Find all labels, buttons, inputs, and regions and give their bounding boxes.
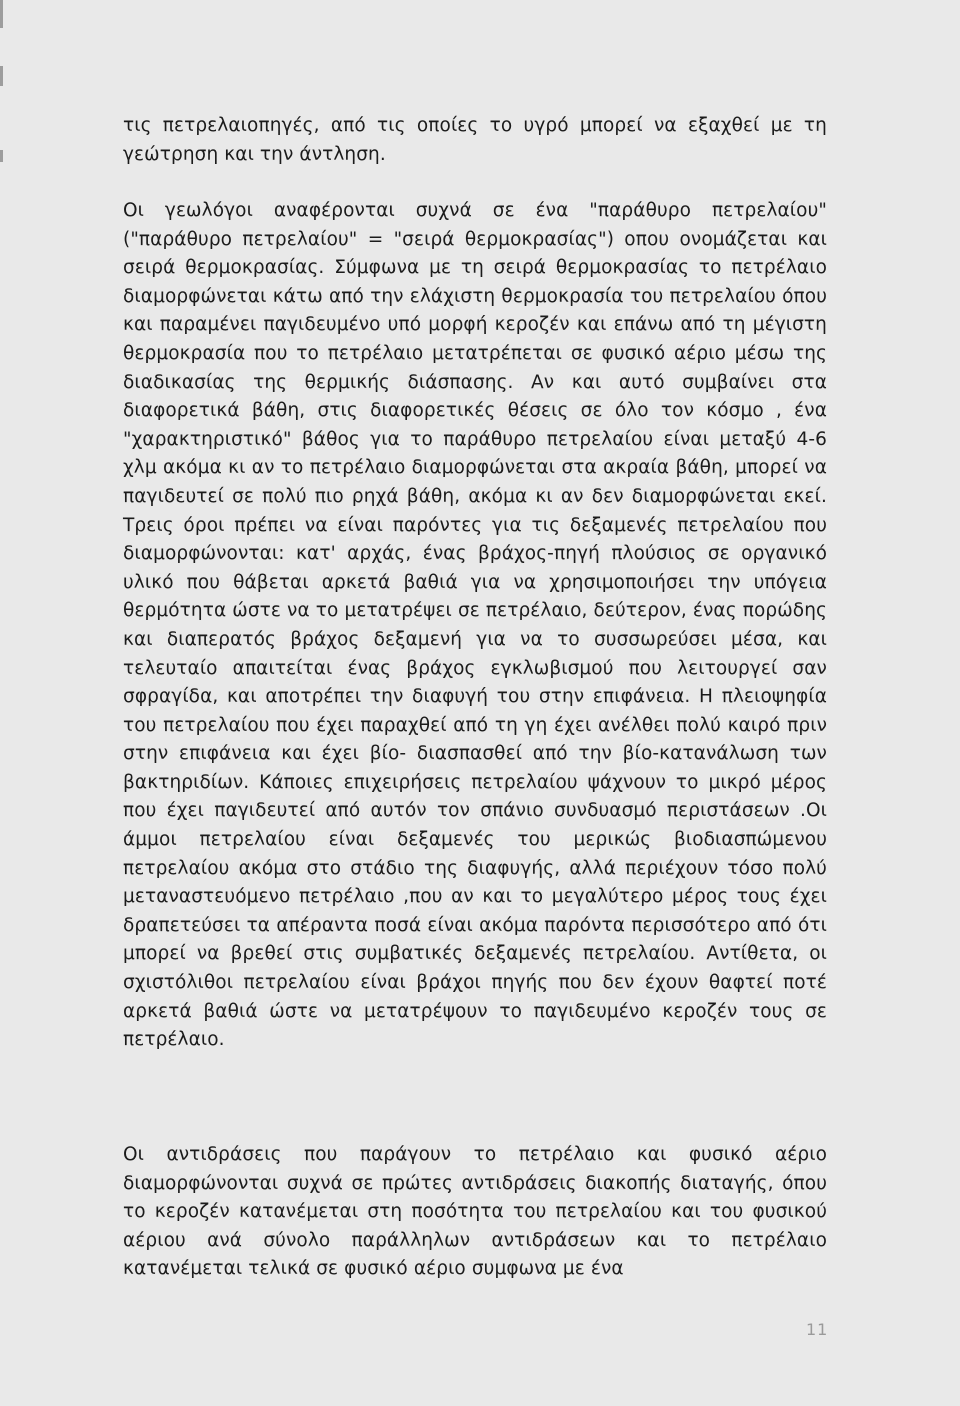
scan-edge-mark (0, 0, 3, 28)
paragraph-2: Οι γεωλόγοι αναφέρονται συχνά σε ένα "παράθυρο πετρελαίου" ("παράθυρο πετρελαίου" = "σειρά θερμοκρασίας") οπου ονομάζεται και σειρά θερμοκρασίας. Σύμφωνα με τη σειρά θερμοκρασίας το πετρέλαιο διαμορφώνεται κάτω από την ελάχιστη θερμοκρασία του πετρελαίου όπου και παραμένει παγιδευμένο υπό μορφή κεροζέν και επάνω από τη μέγιστη θερμοκρασία που το πετρέλαιο μετατρέπεται σε φυσικό αέριο μέσω της διαδικασίας της θερμικής διάσπασης. Αν και αυτό συμβαίνει στα διαφορετικά βάθη, στις διαφορετικές θέσεις σε όλο τον κόσμο , ένα "χαρακτηριστικό" βάθος για το παράθυρο πετρελαίου είναι μεταξύ 4-6 χλμ ακόμα κι αν το πετρέλαιο διαμορφώνεται στα ακραία βάθη, μπορεί να παγιδευτεί σε πολύ πιο ρηχά βάθη, ακόμα κι αν δεν διαμορφώνεται εκεί. Τρεις όροι πρέπει να είναι παρόντες για τις δεξαμενές πετρελαίου που διαμορφώνονται: κατ' αρχάς, ένας βράχος-πηγή πλούσιος σε οργανικό υλικό που θάβεται αρκετά βαθιά για να χρησιμοποιήσει την υπόγεια θερμότητα ώστε να το μετατρέψει σε πετρέλαιο, δεύτερον, ένας πορώδης και διαπερατός βράχος δεξαμενή για να το συσσωρεύσει μέσα, και τελευταίο απαιτείται ένας βράχος εγκλωβισμού που λειτουργεί σαν σφραγίδα, και αποτρέπει την διαφυγή του στην επιφάνεια. Η πλειοψηφία του πετρελαίου που έχει παραχθεί από τη γη έχει ανέλθει πολύ καιρό πριν στην επιφάνεια και έχει βίο- διασπασθεί από την βίο-κατανάλωση των βακτηριδίων. Κάποιες επιχειρήσεις πετρελαίου ψάχνουν το μικρό μέρος που έχει παγιδευτεί από αυτόν τον σπάνιο συνδυασμό περιστάσεων .Οι άμμοι πετρελαίου είναι δεξαμενές του μερικώς βιοδιασπώμενου πετρελαίου ακόμα στο στάδιο της διαφυγής, αλλά περιέχουν τόσο πολύ μεταναστευόμενο πετρέλαιο ,που αν και το μεγαλύτερο μέρος τους έχει δραπετεύσει τα απέραντα ποσά είναι ακόμα παρόντα περισσότερο από ότι μπορεί να βρεθεί στις συμβατικές δεξαμενές πετρελαίου. Αντίθετα, οι σχιστόλιθοι πετρελαίου είναι βράχοι πηγής που δεν έχουν θαφτεί ποτέ αρκετά βαθιά ώστε να μετατρέψουν το παγιδευμένο κεροζέν τους σε πετρέλαιο. (123, 200, 827, 1051)
paragraph-3: Οι αντιδράσεις που παράγουν το πετρέλαιο και φυσικό αέριο διαμορφώνονται συχνά σε πρώτες αντιδράσεις διακοπής διαταγής, όπου το κεροζέν κατανέμεται στη ποσότητα του πετρελαίου και του φυσικού αέριου ανά σύνολο παράλληλων αντιδράσεων και το πετρέλαιο κατανέμεται τελικά σε φυσικό αέριο συμφωνα με ένα (123, 1144, 827, 1280)
scan-edge-mark (0, 66, 3, 86)
page-number: 11 (806, 1320, 829, 1339)
scan-edge-mark (0, 150, 3, 162)
paragraph-1: τις πετρελαιοπηγές, από τις οποίες το υγρό μπορεί να εξαχθεί με τη γεώτρηση και την άντληση. (123, 115, 827, 165)
